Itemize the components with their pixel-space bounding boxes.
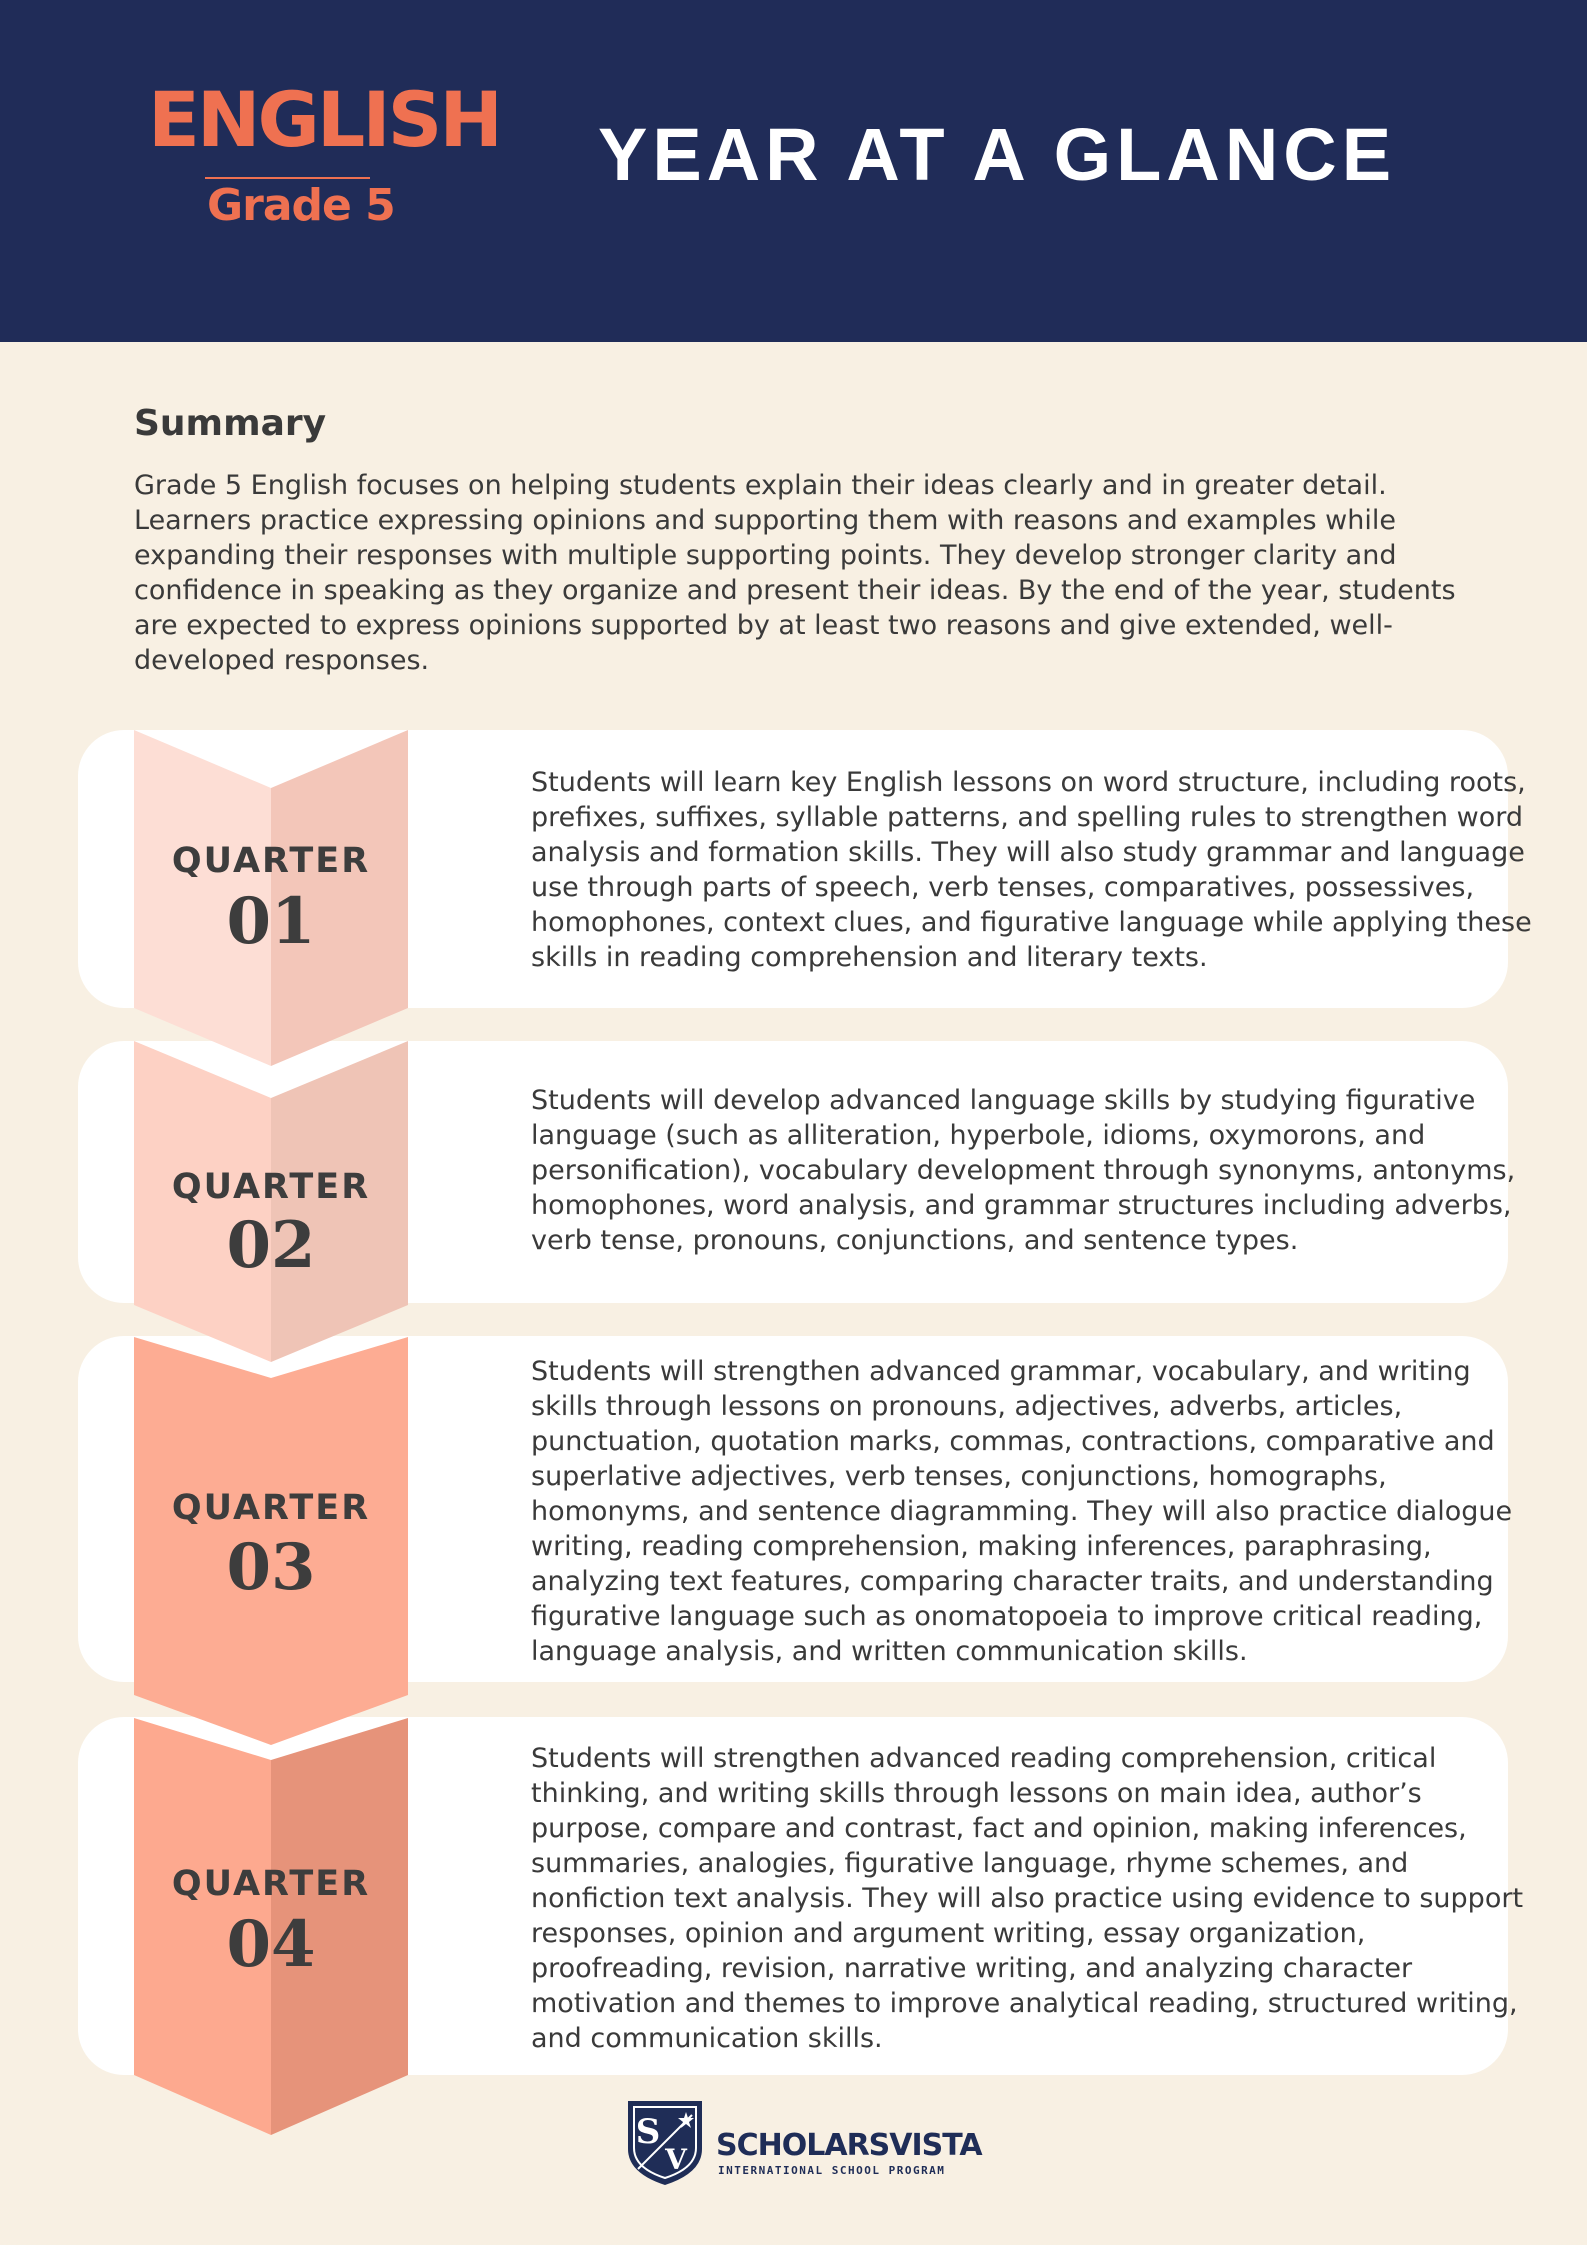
quarter-2-label: QUARTER [171, 1167, 371, 1207]
quarter-line: and communication skills. [531, 2023, 883, 2054]
quarter-line: summaries, analogies, figurative language, rhyme schemes, and [531, 1848, 1409, 1879]
grade-label: Grade 5 [207, 180, 395, 231]
summary-heading: Summary [134, 403, 327, 444]
quarter-1-label: QUARTER [171, 841, 371, 881]
quarter-line: homonyms, and sentence diagramming. They will also practice dialogue [531, 1496, 1513, 1527]
quarter-line: skills in reading comprehension and literary texts. [531, 942, 1208, 973]
summary-line: Grade 5 English focuses on helping students explain their ideas clearly and in greater detail. [134, 470, 1387, 501]
subject-title: ENGLISH [148, 75, 500, 164]
page-title: YEAR AT A GLANCE [598, 113, 1397, 196]
quarter-line: thinking, and writing skills through lessons on main idea, author’s [531, 1778, 1422, 1809]
summary-line: Learners practice expressing opinions and supporting them with reasons and examples while [134, 505, 1396, 536]
summary-line: confidence in speaking as they organize and present their ideas. By the end of the year, students [134, 575, 1456, 606]
quarter-line: analyzing text features, comparing character traits, and understanding [531, 1566, 1494, 1597]
quarter-line: superlative adjectives, verb tenses, conjunctions, homographs, [531, 1461, 1387, 1492]
logo-letter-s: S [635, 2112, 661, 2152]
quarter-line: analysis and formation skills. They will also study grammar and language [531, 837, 1525, 868]
quarter-4-label: QUARTER [171, 1864, 371, 1904]
quarter-3-label: QUARTER [171, 1488, 371, 1528]
quarter-line: Students will strengthen advanced reading comprehension, critical [531, 1743, 1437, 1774]
quarter-line: homophones, context clues, and figurative language while applying these [531, 907, 1532, 938]
quarter-line: Students will develop advanced language skills by studying figurative [531, 1085, 1476, 1116]
quarter-line: punctuation, quotation marks, commas, contractions, comparative and [531, 1426, 1495, 1457]
summary-line: developed responses. [134, 645, 430, 676]
quarter-line: skills through lessons on pronouns, adjectives, adverbs, articles, [531, 1391, 1403, 1422]
quarter-line: responses, opinion and argument writing, essay organization, [531, 1918, 1366, 1949]
quarter-3-number: 03 [226, 1530, 316, 1605]
quarter-line: language analysis, and written communication skills. [531, 1636, 1248, 1667]
summary-line: are expected to express opinions supported by at least two reasons and give extended, well- [134, 610, 1393, 641]
quarter-line: Students will learn key English lessons on word structure, including roots, [531, 767, 1526, 798]
quarter-1-number: 01 [226, 884, 316, 959]
quarter-1-description [531, 765, 1532, 975]
quarter-line: prefixes, suffixes, syllable patterns, and spelling rules to strengthen word [531, 802, 1523, 833]
quarter-line: personification), vocabulary development through synonyms, antonyms, [531, 1155, 1516, 1186]
quarter-line: proofreading, revision, narrative writing, and analyzing character [531, 1953, 1413, 1984]
quarter-line: motivation and themes to improve analytical reading, structured writing, [531, 1988, 1518, 2019]
quarter-line: use through parts of speech, verb tenses, comparatives, possessives, [531, 872, 1475, 903]
quarter-3-description [531, 1354, 1512, 1669]
quarter-4-number: 04 [226, 1907, 316, 1982]
quarter-line: purpose, compare and contrast, fact and opinion, making inferences, [531, 1813, 1467, 1844]
quarter-line: figurative language such as onomatopoeia to improve critical reading, [531, 1601, 1483, 1632]
quarter-line: nonfiction text analysis. They will also practice using evidence to support [531, 1883, 1524, 1914]
logo-letter-v: V [665, 2143, 687, 2176]
quarter-line: Students will strengthen advanced grammar, vocabulary, and writing [531, 1356, 1471, 1387]
shield-logo-icon [626, 2099, 704, 2187]
quarter-line: writing, reading comprehension, making inferences, paraphrasing, [531, 1531, 1432, 1562]
quarter-line: verb tense, pronouns, conjunctions, and sentence types. [531, 1225, 1299, 1256]
brand-tagline: INTERNATIONAL SCHOOL PROGRAM [718, 2164, 946, 2177]
brand-name: SCHOLARSVISTA [716, 2128, 982, 2163]
summary-line: expanding their responses with multiple supporting points. They develop stronger clarity and [134, 540, 1397, 571]
quarter-line: language (such as alliteration, hyperbole, idioms, oxymorons, and [531, 1120, 1426, 1151]
quarter-2-number: 02 [226, 1208, 316, 1283]
quarter-line: homophones, word analysis, and grammar structures including adverbs, [531, 1190, 1512, 1221]
quarter-4-description [531, 1741, 1523, 2056]
quarter-2-description [531, 1083, 1515, 1258]
